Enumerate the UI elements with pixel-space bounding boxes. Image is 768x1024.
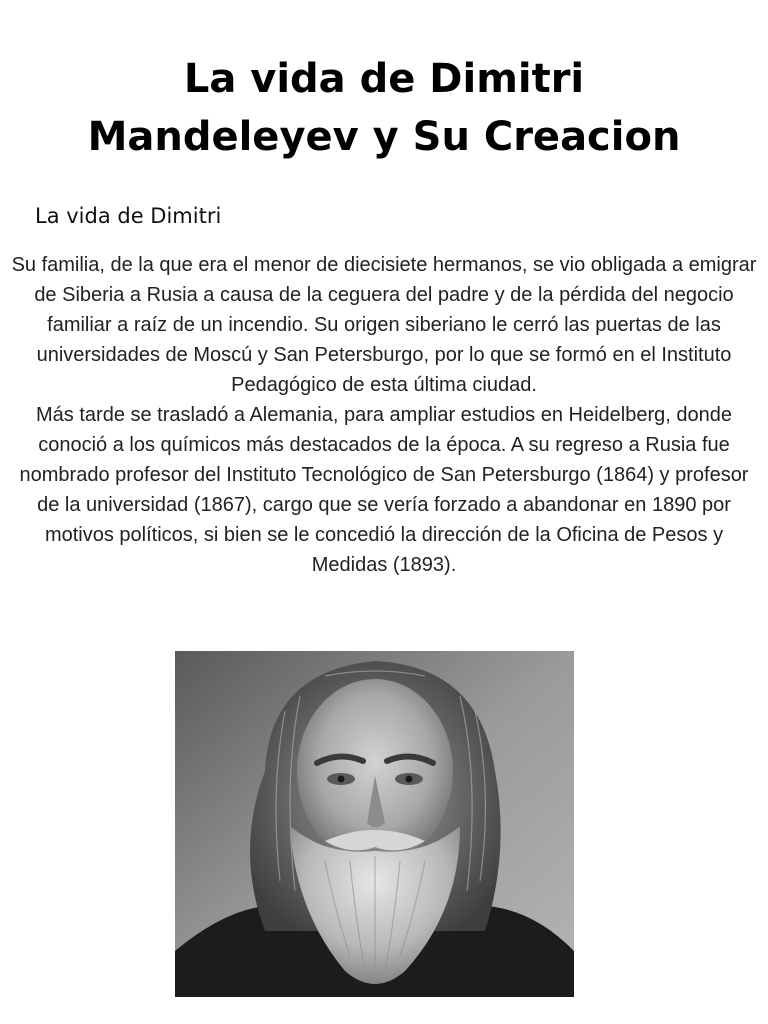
document-title: [0, 50, 768, 166]
section-heading: La vida de Dimitri: [35, 204, 222, 228]
title-line-1: La vida de Dimitri: [183, 56, 585, 102]
paragraph-1: Su familia, de la que era el menor de diecisiete hermanos, se vio obligada a emigrar de Siberia a Rusia a causa de la ceguera del padre y de la pérdida del negocio familiar a raíz de un incendio. Su origen siberiano le cerró las puertas de las universidades de Moscú y San Petersburgo, por lo que se formó en el Instituto Pedagógico de esta última ciudad.: [11, 254, 757, 396]
portrait-photo: [175, 651, 574, 997]
paragraph-2: Más tarde se trasladó a Alemania, para ampliar estudios en Heidelberg, donde conoció a los químicos más destacados de la época. A su regreso a Rusia fue nombrado profesor del Instituto Tecnológico de San Petersburgo (1864) y profesor de la universidad (1867), cargo que se vería forzado a abandonar en 1890 por motivos políticos, si bien se le concedió la dirección de la Oficina de Pesos y Medidas (1893).: [19, 404, 749, 576]
biography-text: [10, 250, 758, 580]
title-line-2: Mandeleyev y Su Creacion: [87, 114, 681, 160]
